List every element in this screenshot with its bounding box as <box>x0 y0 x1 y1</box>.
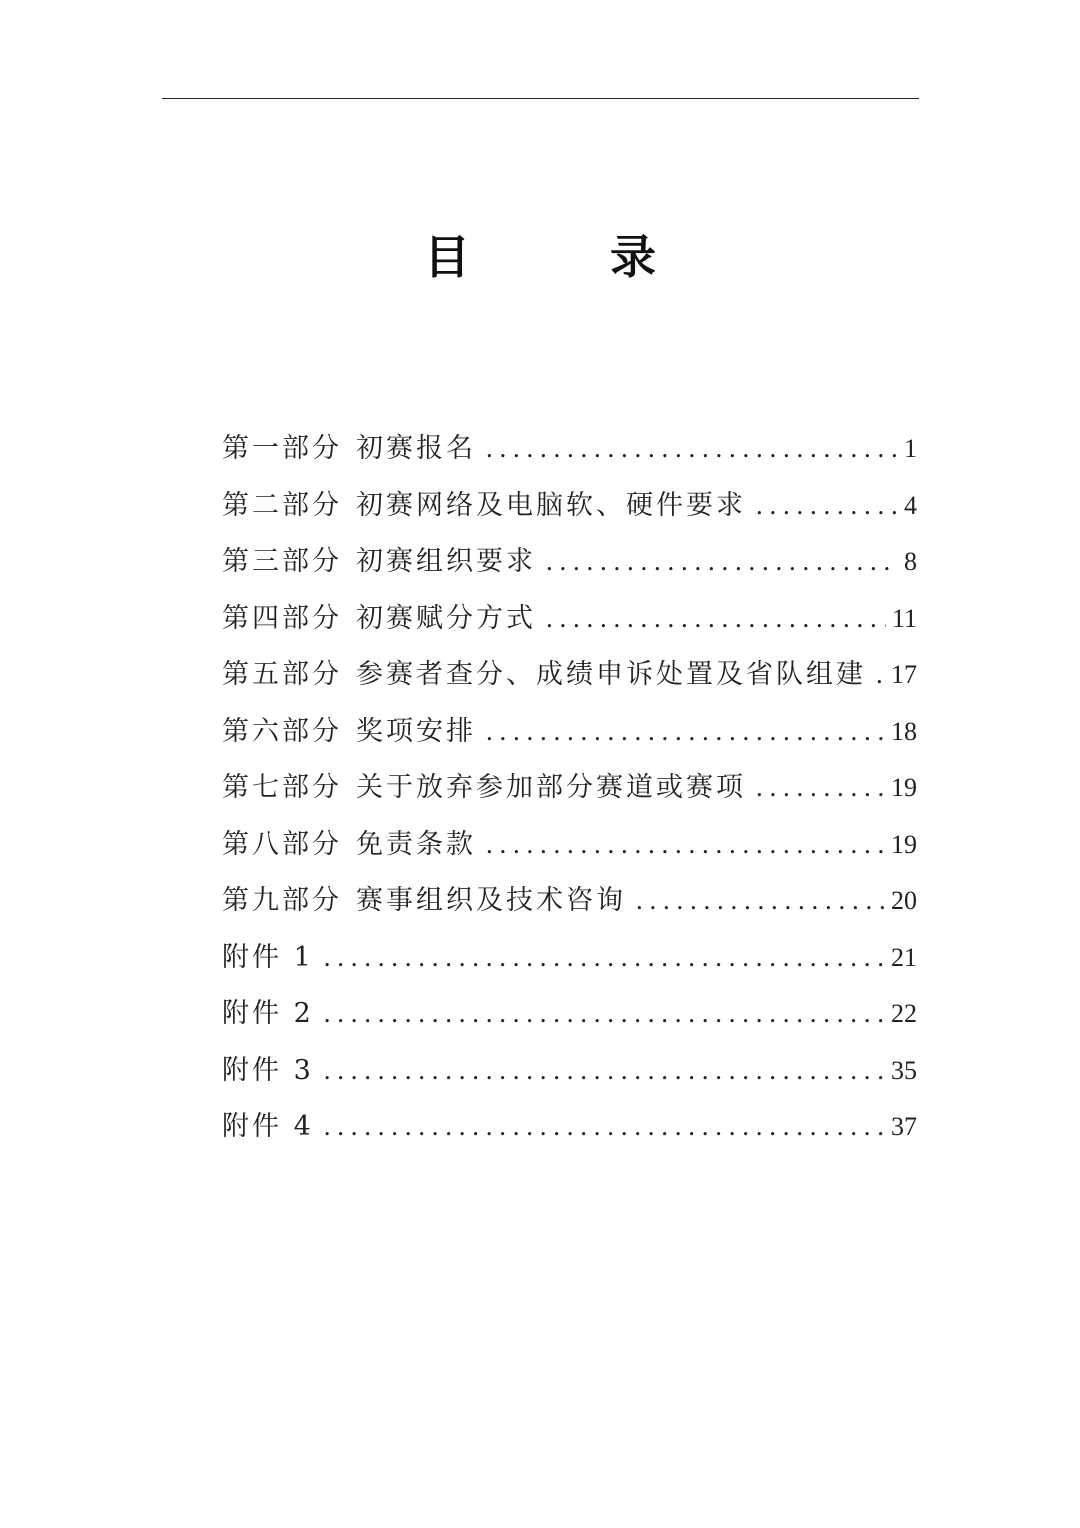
toc-topic: 初赛网络及电脑软、硬件要求 <box>356 489 746 521</box>
toc-page-number: 1 <box>904 434 917 463</box>
toc-page-number: 17 <box>891 660 917 689</box>
toc-part-label: 附件 1 <box>222 941 314 973</box>
toc-topic: 初赛组织要求 <box>356 546 536 577</box>
toc-topic: 关于放弃参加部分赛道或赛项 <box>356 772 746 803</box>
dot-leader <box>324 1111 885 1142</box>
toc-topic: 奖项安排 <box>356 715 476 747</box>
toc-entry[interactable] <box>222 1104 917 1161</box>
toc-part-label: 第六部分 <box>222 715 342 747</box>
dot-leader <box>636 885 885 916</box>
dot-leader <box>486 433 898 464</box>
toc-topic: 免责条款 <box>356 828 476 860</box>
toc-entry[interactable] <box>222 991 917 1048</box>
toc-entry[interactable] <box>222 709 917 766</box>
dot-leader <box>546 603 886 634</box>
toc-part-label: 附件 4 <box>222 1111 314 1142</box>
toc-part-label: 第四部分 <box>222 602 342 634</box>
toc-part-label: 第二部分 <box>222 489 342 521</box>
toc-page-number: 18 <box>891 716 917 746</box>
toc-entry[interactable] <box>222 596 917 653</box>
page-title: 目 录 <box>423 230 718 284</box>
toc-page-number: 20 <box>891 886 917 915</box>
toc-entry[interactable] <box>222 483 917 540</box>
toc-page-number: 19 <box>891 773 917 802</box>
toc-page-number: 21 <box>891 942 917 972</box>
toc-part-label: 第三部分 <box>222 546 342 577</box>
toc-entry[interactable] <box>222 539 917 596</box>
dot-leader <box>486 716 885 747</box>
toc-page-number: 8 <box>904 547 917 576</box>
dot-leader <box>756 490 898 521</box>
toc-part-label: 第一部分 <box>222 433 342 464</box>
dot-leader <box>546 546 898 577</box>
toc-entry[interactable] <box>222 935 917 992</box>
toc-entry[interactable] <box>222 652 917 709</box>
dot-leader <box>324 942 885 973</box>
toc-entry[interactable] <box>222 426 917 483</box>
toc-page-number: 35 <box>891 1055 917 1085</box>
toc-page-number: 37 <box>891 1112 917 1141</box>
toc-page-number: 11 <box>891 603 917 633</box>
toc-page-number: 4 <box>904 490 917 520</box>
toc-part-label: 附件 2 <box>222 998 314 1029</box>
toc-part-label: 附件 3 <box>222 1054 314 1086</box>
toc-entry[interactable] <box>222 765 917 822</box>
toc-part-label: 第七部分 <box>222 772 342 803</box>
dot-leader <box>486 829 885 860</box>
header-rule <box>162 98 919 99</box>
table-of-contents <box>222 426 917 1161</box>
toc-entry[interactable] <box>222 1048 917 1105</box>
toc-entry[interactable] <box>222 878 917 935</box>
toc-entry[interactable] <box>222 822 917 879</box>
toc-part-label: 第九部分 <box>222 885 342 916</box>
dot-leader <box>876 659 885 690</box>
toc-page-number: 19 <box>891 829 917 859</box>
dot-leader <box>324 998 885 1029</box>
toc-part-label: 第八部分 <box>222 828 342 860</box>
dot-leader <box>324 1055 885 1086</box>
toc-page-number: 22 <box>891 999 917 1028</box>
toc-topic: 参赛者查分、成绩申诉处置及省队组建 <box>356 659 866 690</box>
toc-part-label: 第五部分 <box>222 659 342 690</box>
toc-topic: 赛事组织及技术咨询 <box>356 885 626 916</box>
toc-topic: 初赛报名 <box>356 433 476 464</box>
toc-topic: 初赛赋分方式 <box>356 602 536 634</box>
dot-leader <box>756 772 885 803</box>
